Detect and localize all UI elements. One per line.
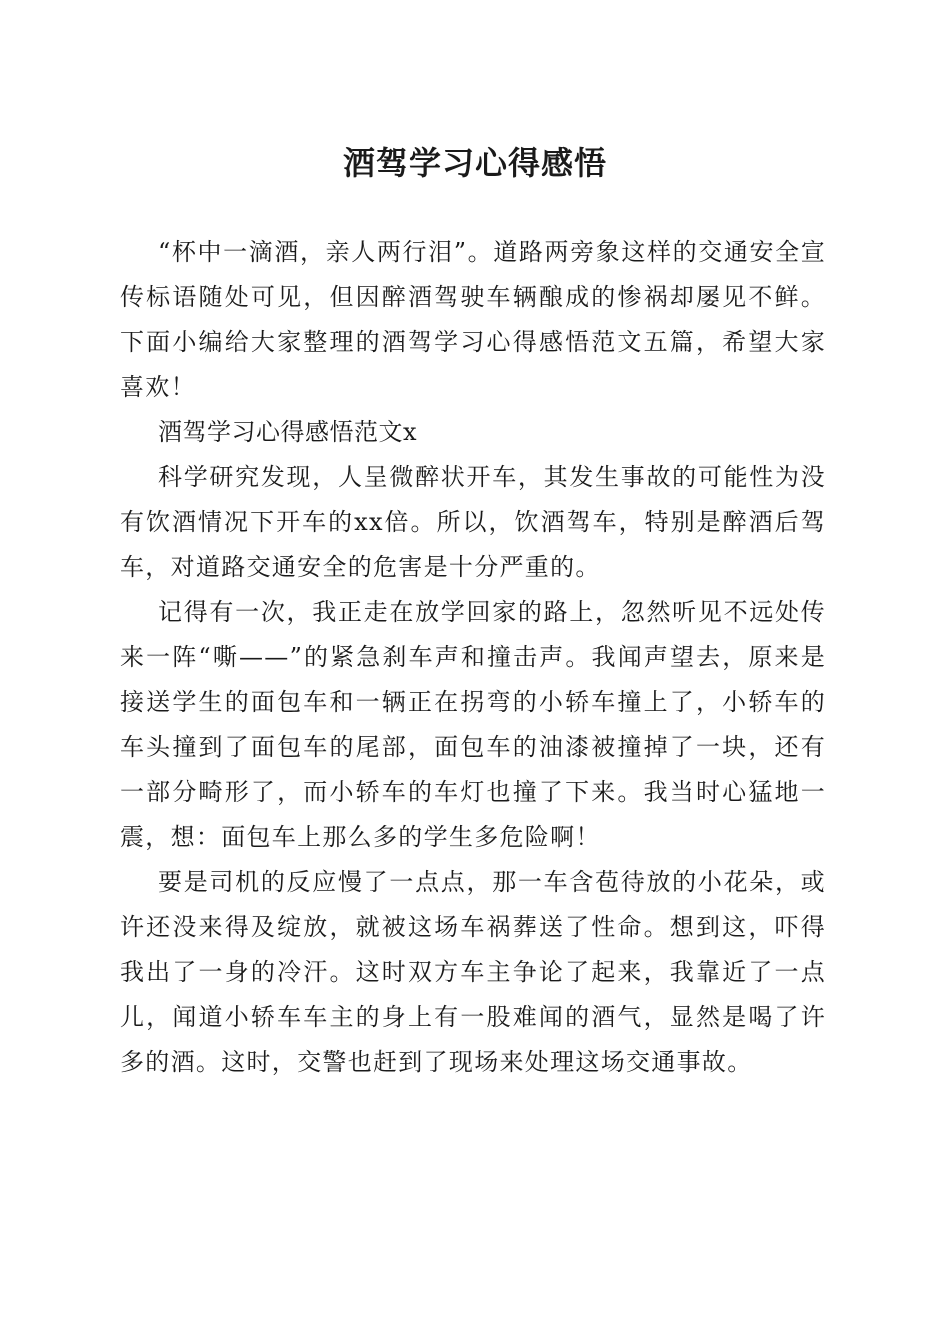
body-paragraph: 科学研究发现，人呈微醉状开车，其发生事故的可能性为没有饮酒情况下开车的xx倍。所以，饮酒驾车，特别是醉酒后驾车，对道路交通安全的危害是十分严重的。 [120, 463, 826, 581]
page-title: 酒驾学习心得感悟 [342, 144, 607, 182]
intro-paragraph: “杯中一滴酒，亲人两行泪”。道路两旁象这样的交通安全宣传标语随处可见，但因醉酒驾驶车辆酿成的惨祸却屡见不鲜。下面小编给大家整理的酒驾学习心得感悟范文五篇，希望大家喜欢！ [120, 238, 826, 401]
body-paragraph: 记得有一次，我正走在放学回家的路上，忽然听见不远处传来一阵“嘶——”的紧急刹车声和撞击声。我闻声望去，原来是接送学生的面包车和一辆正在拐弯的小轿车撞上了，小轿车的车头撞到了面包车的尾部，面包车的油漆被撞掉了一块，还有一部分畸形了，而小轿车的车灯也撞了下来。我当时心猛地一震，想：面包车上那么多的学生多危险啊！ [120, 598, 826, 851]
body-paragraph: 要是司机的反应慢了一点点，那一车含苞待放的小花朵，或许还没来得及绽放，就被这场车祸葬送了性命。想到这，吓得我出了一身的冷汗。这时双方车主争论了起来，我靠近了一点儿，闻道小轿车车主的身上有一股难闻的酒气，显然是喝了许多的酒。这时，交警也赶到了现场来处理这场交通事故。 [120, 868, 826, 1076]
document-body [120, 230, 826, 1085]
section-heading: 酒驾学习心得感悟范文x [158, 418, 418, 446]
